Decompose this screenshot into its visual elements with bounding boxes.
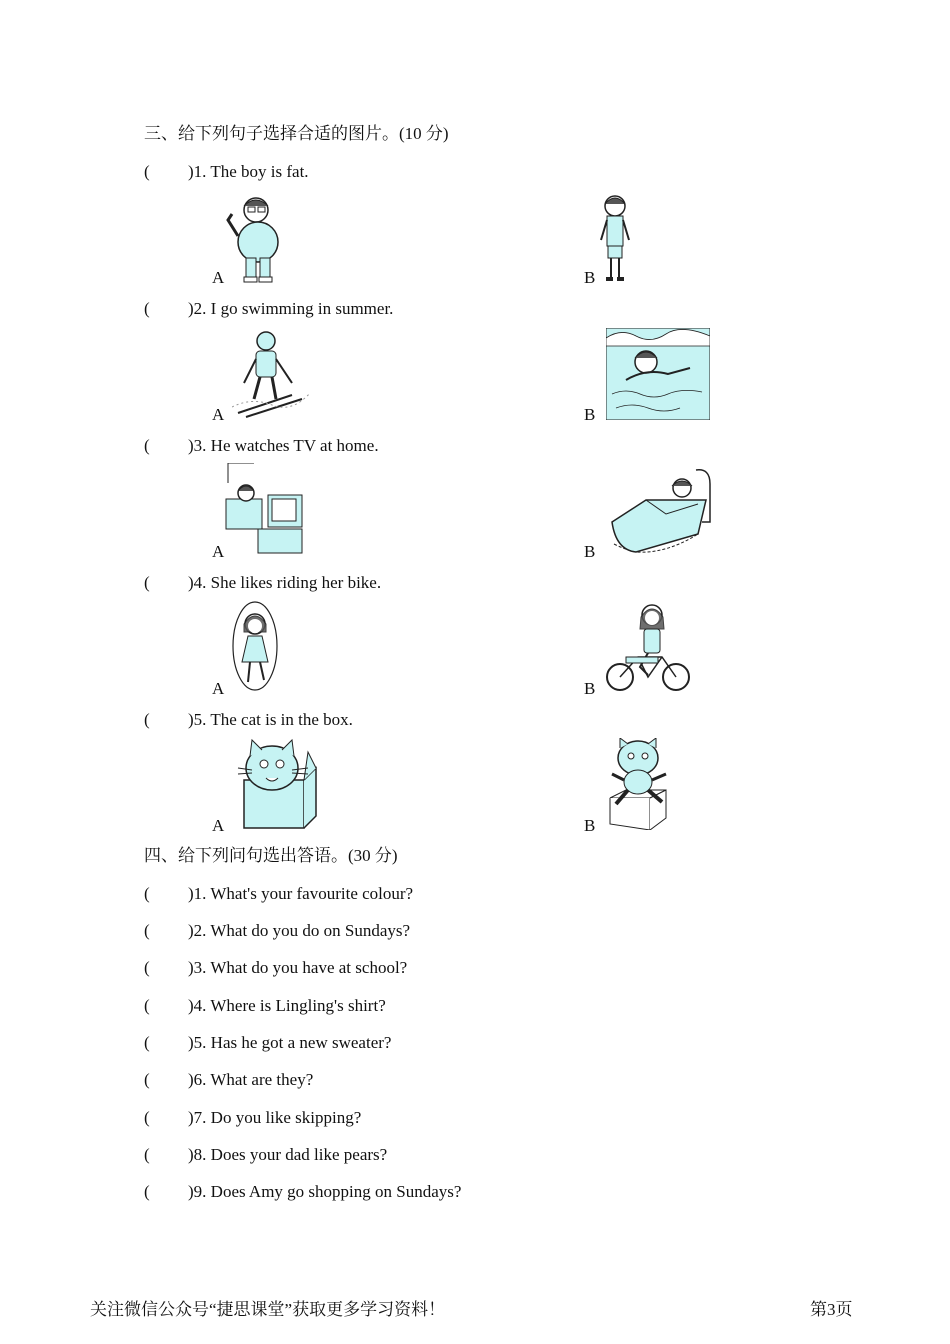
- answer-blank[interactable]: (: [144, 921, 150, 940]
- skipping-girl-icon: [230, 600, 280, 694]
- answer-blank[interactable]: (: [144, 1033, 150, 1052]
- swimming-icon: [606, 328, 710, 420]
- question-text: )4. Where is Lingling's shirt?: [188, 996, 386, 1015]
- answer-blank[interactable]: (: [144, 884, 150, 903]
- question-text: )1. The boy is fat.: [188, 162, 309, 181]
- watching-tv-icon: [224, 463, 304, 555]
- option-a-label: A: [212, 816, 225, 835]
- answer-blank[interactable]: (: [144, 1070, 150, 1089]
- cat-in-box-icon: [234, 738, 318, 830]
- option-a-label: A: [212, 542, 225, 561]
- answer-blank[interactable]: (: [144, 573, 150, 592]
- bike-girl-icon: [604, 601, 694, 695]
- question-text: )7. Do you like skipping?: [188, 1108, 362, 1127]
- option-a-label: A: [212, 679, 225, 698]
- option-b-label: B: [584, 405, 596, 424]
- answer-blank[interactable]: (: [144, 996, 150, 1015]
- answer-blank[interactable]: (: [144, 1182, 150, 1201]
- answer-blank[interactable]: (: [144, 436, 150, 455]
- page-number: 第3页: [810, 1300, 853, 1319]
- question-text: )2. I go swimming in summer.: [188, 299, 394, 318]
- option-b-label: B: [584, 816, 596, 835]
- question-text: )2. What do you do on Sundays?: [188, 921, 411, 940]
- section3-heading: 三、给下列句子选择合适的图片。(10 分): [144, 124, 449, 143]
- fat-boy-icon: [222, 192, 284, 284]
- question-text: )4. She likes riding her bike.: [188, 573, 382, 592]
- question-text: )6. What are they?: [188, 1070, 314, 1089]
- question-text: )3. He watches TV at home.: [188, 436, 379, 455]
- answer-blank[interactable]: (: [144, 162, 150, 181]
- answer-blank[interactable]: (: [144, 958, 150, 977]
- thin-boy-icon: [596, 192, 634, 284]
- option-a-label: A: [212, 405, 225, 424]
- question-text: )5. The cat is in the box.: [188, 710, 353, 729]
- answer-blank[interactable]: (: [144, 1145, 150, 1164]
- cat-on-box-icon: [606, 738, 670, 830]
- skiing-icon: [232, 327, 310, 419]
- footer-notice: 关注微信公众号“捷思课堂”获取更多学习资料！: [90, 1300, 446, 1319]
- answer-blank[interactable]: (: [144, 1108, 150, 1127]
- question-text: )9. Does Amy go shopping on Sundays?: [188, 1182, 462, 1201]
- option-b-label: B: [584, 542, 596, 561]
- question-text: )5. Has he got a new sweater?: [188, 1033, 392, 1052]
- sleeping-bed-icon: [606, 464, 716, 556]
- question-text: )3. What do you have at school?: [188, 958, 408, 977]
- option-b-label: B: [584, 268, 596, 287]
- section4-heading: 四、给下列问句选出答语。(30 分): [144, 846, 398, 865]
- question-text: )8. Does your dad like pears?: [188, 1145, 388, 1164]
- option-b-label: B: [584, 679, 596, 698]
- answer-blank[interactable]: (: [144, 299, 150, 318]
- answer-blank[interactable]: (: [144, 710, 150, 729]
- question-text: )1. What's your favourite colour?: [188, 884, 414, 903]
- option-a-label: A: [212, 268, 225, 287]
